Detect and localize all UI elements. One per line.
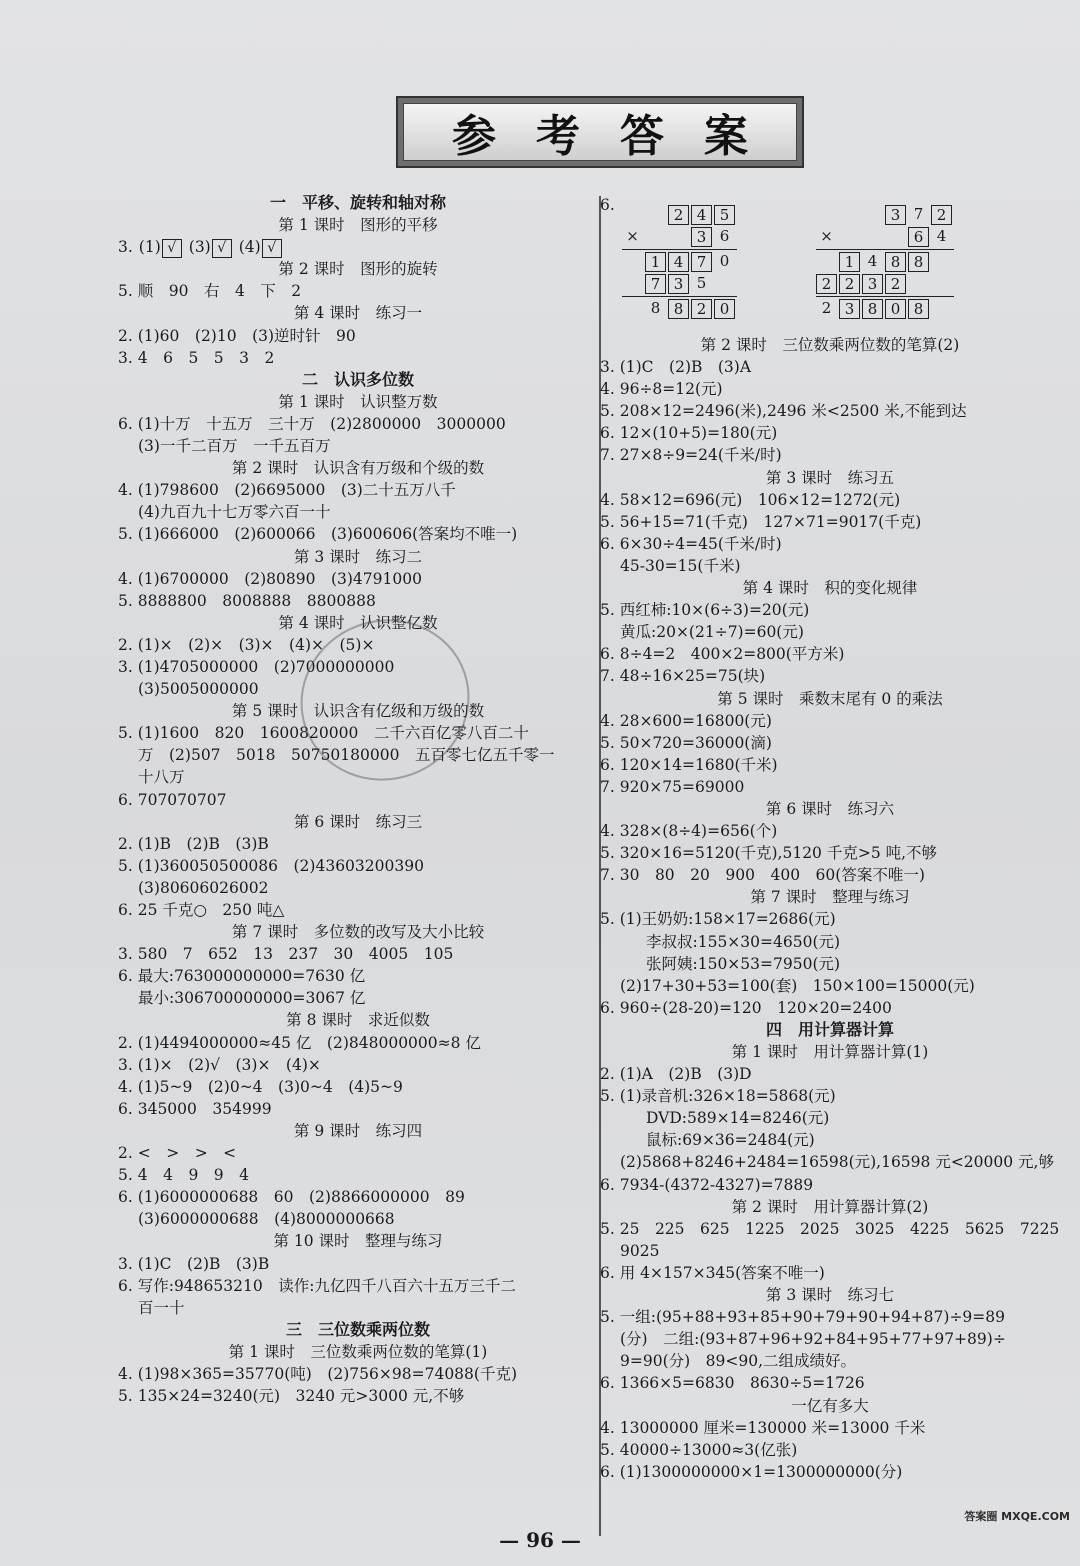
answer-line: 7. 30 80 20 900 400 60(答案不唯一) bbox=[600, 866, 925, 885]
digit-cell: 0 bbox=[719, 252, 730, 270]
digit-cell: 4 bbox=[668, 252, 689, 272]
digit-cell: 2 bbox=[668, 205, 689, 225]
checkmark-box-icon: √ bbox=[262, 239, 282, 258]
checkbox-answers bbox=[118, 236, 598, 258]
digit-cell bbox=[714, 274, 735, 294]
answer-line: 7. 920×75=69000 bbox=[600, 777, 745, 796]
answer-line: 最小:306700000000=3067 亿 bbox=[138, 989, 366, 1008]
answer-line: 6. 最大:763000000000=7630 亿 bbox=[118, 967, 366, 986]
check-label: (3) bbox=[188, 238, 211, 257]
answer-line: 3. (1)× (2)√ (3)× (4)× bbox=[118, 1055, 321, 1074]
answer-line: (2)5868+8246+2484=16598(元),16598 元<20000 元,够 bbox=[620, 1153, 1054, 1172]
answer-line: 2. (1)A (2)B (3)D bbox=[600, 1065, 752, 1084]
answer-line: 6. 写作:948653210 读作:九亿四千八百六十五万三千二 bbox=[118, 1276, 516, 1295]
mult-row bbox=[622, 273, 737, 295]
mult-rule bbox=[816, 296, 954, 297]
mult-row bbox=[622, 251, 737, 273]
digit-cell bbox=[862, 227, 883, 247]
digit-cell bbox=[622, 205, 643, 225]
digit-cell bbox=[622, 299, 643, 319]
digit-cell: 4 bbox=[867, 252, 878, 270]
digit-cell: 2 bbox=[885, 274, 906, 294]
digit-cell: 2 bbox=[931, 205, 952, 225]
digit-cell: 6 bbox=[908, 227, 929, 247]
lesson-heading: 第 4 课时 积的变化规律 bbox=[742, 579, 918, 598]
vertical-multiplication bbox=[600, 194, 1060, 334]
cell-gap bbox=[929, 274, 931, 294]
mult-rule bbox=[816, 249, 954, 250]
digit-cell: 3 bbox=[885, 205, 906, 225]
answer-line: 2. (1)4494000000≈45 亿 (2)848000000≈8 亿 bbox=[118, 1033, 481, 1052]
digit-cell: 2 bbox=[839, 274, 860, 294]
lesson-heading: 一亿有多大 bbox=[791, 1396, 869, 1415]
answer-line: (3)一千二百万 一千五百万 bbox=[138, 437, 331, 456]
cell-gap bbox=[735, 274, 737, 294]
answer-line: 6. 345000 354999 bbox=[118, 1099, 272, 1118]
digit-cell bbox=[839, 227, 860, 247]
mult-row bbox=[816, 298, 954, 320]
lesson-heading: 第 5 课时 乘数末尾有 0 的乘法 bbox=[717, 689, 943, 708]
lesson-heading: 第 2 课时 三位数乘两位数的笔算(2) bbox=[700, 336, 960, 354]
answer-line: (3)6000000688 (4)8000000668 bbox=[138, 1210, 395, 1229]
lesson-heading: 第 9 课时 练习四 bbox=[293, 1121, 423, 1140]
lesson-heading: 第 2 课时 用计算器计算(2) bbox=[731, 1197, 929, 1216]
answer-line: 7. 27×8÷9=24(千米/时) bbox=[600, 446, 782, 465]
answer-line: 6. (1)1300000000×1=1300000000(分) bbox=[600, 1462, 903, 1481]
digit-cell: 8 bbox=[885, 252, 906, 272]
lesson-heading: 第 3 课时 练习七 bbox=[765, 1286, 895, 1305]
cell-gap bbox=[735, 299, 737, 319]
site-watermark: 答案圈 MXQE.COM bbox=[964, 1510, 1070, 1523]
answer-line: 5. (1)666000 (2)600066 (3)600606(答案均不唯一) bbox=[118, 525, 518, 544]
answer-line: 3. 4 6 5 5 3 2 bbox=[118, 348, 275, 367]
answer-line: 万 (2)507 5018 50750180000 五百零七亿五千零一 bbox=[138, 746, 555, 765]
digit-cell bbox=[622, 274, 643, 294]
mult-row bbox=[816, 251, 954, 273]
answer-line: 4. 328×(8÷4)=656(个) bbox=[600, 822, 778, 841]
answer-line: 黄瓜:20×(21÷7)=60(元) bbox=[620, 623, 804, 642]
answer-line: 4. (1)5~9 (2)0~4 (3)0~4 (4)5~9 bbox=[118, 1077, 403, 1096]
answer-line: 5. 一组:(95+88+93+85+90+79+90+94+87)÷9=89 bbox=[600, 1308, 1005, 1327]
lesson-heading: 第 7 课时 整理与练习 bbox=[750, 888, 910, 907]
digit-cell: 8 bbox=[862, 299, 883, 319]
mult-row bbox=[622, 226, 737, 248]
answer-line: 3. 580 7 652 13 237 30 4005 105 bbox=[118, 945, 454, 964]
answer-line: 5. 40000÷13000≈3(亿张) bbox=[600, 1440, 798, 1459]
digit-cell: 8 bbox=[668, 299, 689, 319]
lesson-heading: 第 4 课时 练习一 bbox=[293, 304, 423, 323]
digit-cell bbox=[839, 205, 860, 225]
left-column bbox=[118, 192, 598, 1407]
answer-line: 9025 bbox=[620, 1241, 660, 1260]
digit-cell: 3 bbox=[691, 227, 712, 247]
digit-cell: 7 bbox=[691, 252, 712, 272]
answer-line: 5. 56+15=71(千克) 127×71=9017(千克) bbox=[600, 512, 922, 531]
digit-cell: 1 bbox=[645, 252, 666, 272]
answer-line: 6. 7934-(4372-4327)=7889 bbox=[600, 1175, 814, 1194]
digit-cell: 5 bbox=[696, 274, 707, 292]
unit-heading: 二 认识多位数 bbox=[301, 369, 414, 389]
digit-cell: 2 bbox=[691, 299, 712, 319]
right-column bbox=[600, 192, 1060, 1483]
cell-gap bbox=[929, 299, 931, 319]
check-label: (1) bbox=[138, 238, 161, 257]
digit-cell: 8 bbox=[908, 252, 929, 272]
digit-cell: 2 bbox=[821, 299, 832, 317]
answer-line: 6. 120×14=1680(千米) bbox=[600, 755, 778, 774]
answer-line: 6. 用 4×157×345(答案不唯一) bbox=[600, 1263, 825, 1282]
mult-row bbox=[816, 204, 954, 226]
digit-cell: 7 bbox=[645, 274, 666, 294]
digit-cell: 2 bbox=[816, 274, 837, 294]
answer-line: 5. (1)1600 820 1600820000 二千六百亿零八百二十 bbox=[118, 724, 529, 743]
mult-rule bbox=[622, 296, 737, 297]
lesson-heading: 第 5 课时 认识含有亿级和万级的数 bbox=[231, 702, 485, 721]
digit-cell: 0 bbox=[885, 299, 906, 319]
answer-line: 6. 960÷(28-20)=120 120×20=2400 bbox=[600, 998, 892, 1017]
unit-heading: 四 用计算器计算 bbox=[765, 1019, 894, 1039]
lesson-heading: 第 2 课时 认识含有万级和个级的数 bbox=[231, 459, 485, 478]
answer-line: 5. 顺 90 右 4 下 2 bbox=[118, 282, 302, 301]
mult-row bbox=[622, 298, 737, 320]
digit-cell bbox=[885, 227, 906, 247]
answer-line: 4. (1)6700000 (2)80890 (3)4791000 bbox=[118, 569, 422, 588]
answer-line: 6. 8÷4=2 400×2=800(平方米) bbox=[600, 645, 845, 664]
answer-line: 45-30=15(千米) bbox=[620, 556, 741, 575]
digit-cell: 6 bbox=[719, 227, 730, 245]
answer-line: 5. 50×720=36000(滴) bbox=[600, 733, 772, 752]
answer-line: 5. 西红柿:10×(6÷3)=20(元) bbox=[600, 601, 810, 620]
answer-line: 5. (1)360050500086 (2)43603200390 bbox=[118, 856, 424, 875]
title-banner bbox=[396, 96, 804, 168]
digit-cell: × bbox=[626, 227, 639, 245]
answer-line: 4. 58×12=696(元) 106×12=1272(元) bbox=[600, 490, 901, 509]
answer-line: 5. 4 4 9 9 4 bbox=[118, 1166, 250, 1185]
answer-line: 6. (1)十万 十五万 三十万 (2)2800000 3000000 bbox=[118, 414, 506, 433]
digit-cell bbox=[862, 205, 883, 225]
digit-cell bbox=[645, 205, 666, 225]
answer-line: 4. (1)798600 (2)6695000 (3)二十五万八千 bbox=[118, 481, 456, 500]
cell-gap bbox=[735, 227, 737, 247]
digit-cell: 5 bbox=[714, 205, 735, 225]
digit-cell bbox=[908, 274, 929, 294]
answer-line: 5. (1)王奶奶:158×17=2686(元) bbox=[600, 910, 836, 929]
cell-gap bbox=[952, 205, 954, 225]
page-title: 参考答案 bbox=[403, 103, 797, 161]
cell-gap bbox=[735, 252, 737, 272]
answer-line: 4. 28×600=16800(元) bbox=[600, 711, 772, 730]
digit-cell bbox=[668, 227, 689, 247]
digit-cell: 0 bbox=[714, 299, 735, 319]
answer-line: 6. (1)6000000688 60 (2)8866000000 89 bbox=[118, 1188, 465, 1207]
mult-row bbox=[622, 204, 737, 226]
answer-line: 3. (1)C (2)B (3)B bbox=[118, 1254, 270, 1273]
answer-line: 3. (1)C (2)B (3)A bbox=[600, 358, 752, 377]
answer-line: (分) 二组:(93+87+96+92+84+95+77+97+89)÷ bbox=[620, 1330, 1006, 1349]
lesson-heading: 第 4 课时 认识整亿数 bbox=[278, 613, 438, 632]
answer-line: 5. (1)录音机:326×18=5868(元) bbox=[600, 1087, 836, 1106]
answer-line: 4. 13000000 厘米=130000 米=13000 千米 bbox=[600, 1418, 926, 1437]
answer-line: 6. 12×(10+5)=180(元) bbox=[600, 424, 778, 443]
answer-line: 百一十 bbox=[138, 1298, 185, 1317]
answer-line: (3)80606026002 bbox=[138, 878, 269, 897]
lesson-heading: 第 1 课时 认识整万数 bbox=[278, 392, 438, 411]
digit-cell: 8 bbox=[908, 299, 929, 319]
answer-line: 李叔叔:155×30=4650(元) bbox=[646, 932, 841, 951]
answer-line: 4. 96÷8=12(元) bbox=[600, 380, 723, 399]
lesson-heading: 第 2 课时 图形的旋转 bbox=[278, 260, 438, 279]
answer-line: 5. 135×24=3240(元) 3240 元>3000 元,不够 bbox=[118, 1387, 465, 1406]
answer-line: 鼠标:69×36=2484(元) bbox=[646, 1131, 815, 1150]
answer-line: 2. (1)B (2)B (3)B bbox=[118, 834, 269, 853]
digit-cell: 3 bbox=[862, 274, 883, 294]
digit-cell bbox=[816, 205, 837, 225]
answer-line: (2)17+30+53=100(套) 150×100=15000(元) bbox=[620, 976, 975, 995]
lesson-heading: 第 1 课时 图形的平移 bbox=[278, 216, 438, 235]
digit-cell: 4 bbox=[691, 205, 712, 225]
digit-cell: 4 bbox=[936, 227, 947, 245]
lesson-heading: 第 1 课时 三位数乘两位数的笔算(1) bbox=[228, 1342, 488, 1361]
multiplication-245x36 bbox=[622, 204, 737, 320]
answer-line: (4)九百九十七万零六百一十 bbox=[138, 503, 331, 522]
unit-heading: 一 平移、旋转和轴对称 bbox=[269, 193, 446, 212]
answer-line: 张阿姨:150×53=7950(元) bbox=[646, 954, 841, 973]
digit-cell: 3 bbox=[839, 299, 860, 319]
lesson-heading: 第 10 课时 整理与练习 bbox=[273, 1232, 443, 1251]
answer-line: 5. 208×12=2496(米),2496 米<2500 米,不能到达 bbox=[600, 402, 967, 421]
answer-line: 2. (1)× (2)× (3)× (4)× (5)× bbox=[118, 635, 375, 654]
lesson-heading: 第 6 课时 练习三 bbox=[293, 812, 423, 831]
answer-line: 3. (1)4705000000 (2)7000000000 bbox=[118, 657, 395, 676]
item-number: 3. bbox=[118, 238, 133, 257]
answer-line: 2. < > > < bbox=[118, 1144, 237, 1163]
digit-cell: 3 bbox=[668, 274, 689, 294]
cell-gap bbox=[929, 252, 931, 272]
answer-line: 6. 6×30÷4=45(千米/时) bbox=[600, 534, 782, 553]
answer-line: 2. (1)60 (2)10 (3)逆时针 90 bbox=[118, 326, 356, 345]
answer-line: 十八万 bbox=[138, 768, 185, 787]
lesson-heading: 第 8 课时 求近似数 bbox=[286, 1011, 430, 1030]
answer-line: 7. 48÷16×25=75(块) bbox=[600, 667, 766, 686]
lesson-heading: 第 3 课时 练习二 bbox=[293, 547, 423, 566]
digit-cell: × bbox=[820, 227, 833, 245]
cell-gap bbox=[735, 205, 737, 225]
answer-line: DVD:589×14=8246(元) bbox=[646, 1109, 830, 1128]
mult-label: 6. bbox=[600, 196, 615, 214]
answer-line: 9=90(分) 89<90,二组成绩好。 bbox=[620, 1352, 857, 1371]
answer-line: 6. 25 千克○ 250 吨△ bbox=[118, 901, 285, 919]
check-label: (4) bbox=[238, 238, 261, 257]
digit-cell: 8 bbox=[650, 299, 661, 317]
mult-row bbox=[816, 226, 954, 248]
answer-line: (3)5005000000 bbox=[138, 680, 259, 699]
mult-row bbox=[816, 273, 954, 295]
digit-cell bbox=[816, 252, 837, 272]
answer-line: 6. 1366×5=6830 8630÷5=1726 bbox=[600, 1374, 865, 1393]
digit-cell bbox=[622, 252, 643, 272]
lesson-heading: 第 7 课时 多位数的改写及大小比较 bbox=[231, 923, 485, 942]
checkmark-box-icon: √ bbox=[212, 239, 232, 258]
lesson-heading: 第 6 课时 练习六 bbox=[765, 799, 895, 818]
answer-line: 6. 707070707 bbox=[118, 790, 227, 809]
answer-line: 5. 8888800 8008888 8800888 bbox=[118, 591, 376, 610]
cell-gap bbox=[952, 227, 954, 247]
answer-line: 5. 320×16=5120(千克),5120 千克>5 吨,不够 bbox=[600, 844, 938, 863]
multiplication-372x64 bbox=[816, 204, 954, 320]
right-answers bbox=[600, 334, 1060, 1483]
digit-cell: 1 bbox=[839, 252, 860, 272]
unit-heading: 三 三位数乘两位数 bbox=[285, 1319, 430, 1339]
answer-line: 5. 25 225 625 1225 2025 3025 4225 5625 7225 bbox=[600, 1219, 1060, 1238]
lesson-heading: 第 1 课时 用计算器计算(1) bbox=[731, 1043, 929, 1061]
lesson-heading: 第 3 课时 练习五 bbox=[765, 468, 895, 487]
mult-rule bbox=[622, 249, 737, 250]
digit-cell bbox=[645, 227, 666, 247]
page-number: — 96 — bbox=[499, 1528, 581, 1552]
digit-cell: 7 bbox=[913, 205, 924, 223]
checkmark-box-icon: √ bbox=[162, 239, 182, 258]
answer-line: 4. (1)98×365=35770(吨) (2)756×98=74088(千克) bbox=[118, 1364, 517, 1383]
